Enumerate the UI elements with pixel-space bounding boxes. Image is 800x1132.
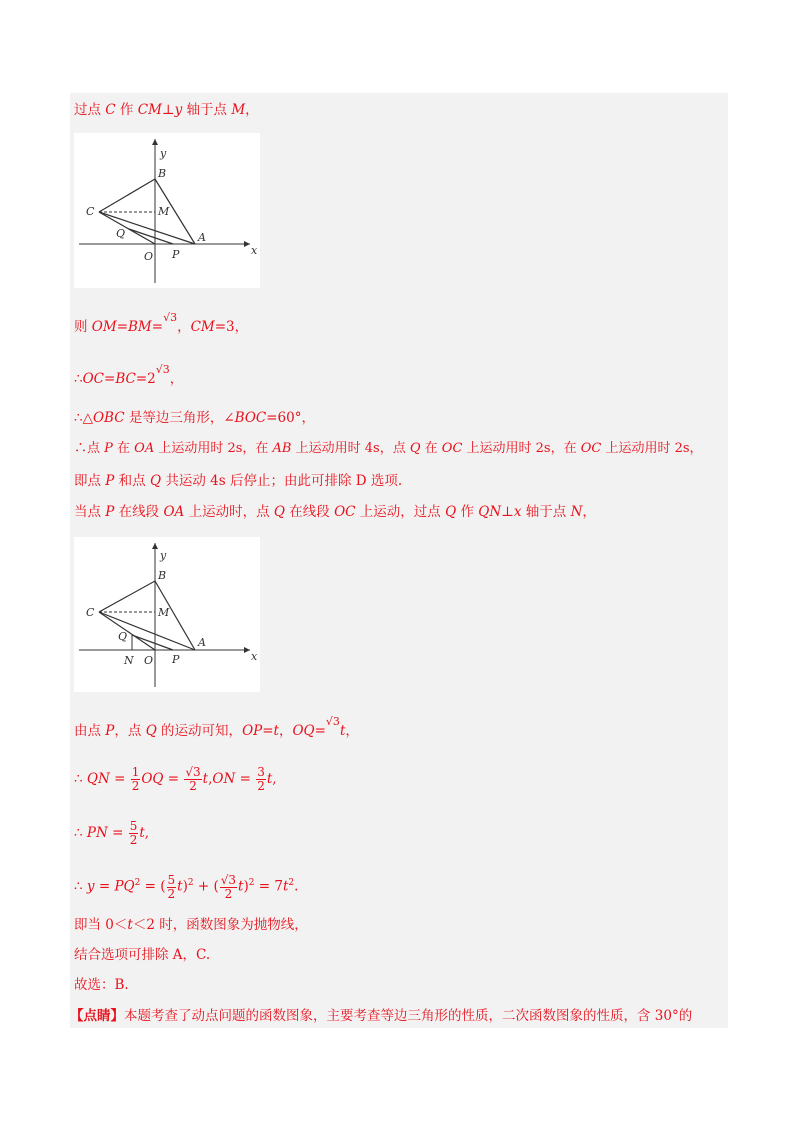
var: OC bbox=[82, 371, 104, 387]
symbol: ⊥ bbox=[161, 102, 175, 118]
label-o: O bbox=[144, 654, 154, 667]
label-n: N bbox=[124, 654, 134, 667]
var: OM bbox=[91, 319, 117, 335]
var: Q bbox=[149, 473, 162, 489]
line-parabola bbox=[74, 916, 308, 934]
text: 由点 bbox=[74, 723, 106, 739]
label-x: x bbox=[251, 244, 258, 257]
fraction bbox=[184, 766, 201, 793]
var: y bbox=[86, 878, 95, 895]
text: = 7 bbox=[254, 878, 283, 895]
text: 在 bbox=[420, 441, 442, 456]
comment-tag: 【点睛】 bbox=[70, 1008, 124, 1024]
numerator: 3 bbox=[257, 765, 265, 779]
numerator: 1 bbox=[131, 765, 140, 779]
var: t bbox=[273, 723, 279, 739]
label-c: C bbox=[86, 205, 95, 218]
text: , bbox=[144, 825, 150, 841]
therefore-symbol: ∴ bbox=[74, 771, 87, 787]
text: 当点 bbox=[74, 504, 106, 520]
text: , bbox=[208, 771, 213, 787]
text: 作 bbox=[456, 504, 479, 520]
label-q: Q bbox=[116, 227, 126, 240]
text: 上运动用时 2s，在 bbox=[462, 441, 581, 456]
therefore-symbol: ∴ bbox=[74, 825, 87, 841]
text: 和点 bbox=[114, 473, 150, 489]
line-answer bbox=[74, 976, 129, 994]
text: 即点 bbox=[74, 473, 106, 489]
line-oc-bc bbox=[74, 363, 184, 389]
text: ∴点 bbox=[74, 441, 105, 456]
var: BM bbox=[128, 319, 152, 335]
text: 轴于点 bbox=[521, 504, 571, 520]
formula-pn bbox=[74, 818, 149, 848]
y-axis-arrow-icon bbox=[152, 139, 158, 145]
label-p: P bbox=[172, 653, 180, 666]
var: N bbox=[570, 504, 583, 520]
therefore-symbol: ∴ bbox=[74, 878, 87, 895]
numerator: 5 bbox=[167, 872, 176, 887]
text: =3， bbox=[214, 319, 249, 335]
text: ∴△ bbox=[74, 410, 93, 426]
fraction bbox=[129, 820, 139, 847]
var: OA bbox=[163, 504, 185, 520]
var: t bbox=[202, 771, 209, 787]
text: 结合选项可排除 A，C. bbox=[74, 947, 211, 963]
exponent: 2 bbox=[134, 878, 141, 888]
denominator: 2 bbox=[224, 886, 233, 901]
line-exclude-ac bbox=[74, 946, 210, 964]
var: x bbox=[513, 504, 522, 520]
numerator: √3 bbox=[185, 765, 201, 779]
line-qn-perpendicular bbox=[74, 503, 596, 521]
text: ， bbox=[245, 102, 259, 118]
var: P bbox=[104, 441, 113, 456]
var: y bbox=[174, 102, 183, 118]
x-axis-arrow-icon bbox=[244, 647, 250, 653]
text: ＜2 时，函数图象为抛物线， bbox=[132, 917, 308, 933]
var: C bbox=[105, 102, 116, 118]
text: 上运动时，点 bbox=[184, 504, 274, 520]
label-y: y bbox=[160, 549, 167, 562]
fraction bbox=[256, 766, 266, 793]
var: ON bbox=[212, 771, 236, 787]
denominator: 2 bbox=[189, 779, 197, 793]
var: t bbox=[266, 771, 273, 787]
var: P bbox=[105, 504, 115, 520]
var: Q bbox=[409, 441, 421, 456]
var: PN bbox=[86, 825, 108, 841]
label-p: P bbox=[172, 248, 180, 261]
fraction bbox=[220, 874, 237, 901]
therefore-symbol: ∴ bbox=[74, 371, 83, 387]
label-y: y bbox=[160, 147, 167, 160]
segment-cb bbox=[99, 179, 155, 212]
sqrt-three: √3 bbox=[155, 363, 170, 376]
sqrt-three: √3 bbox=[325, 715, 340, 728]
text: = bbox=[235, 771, 256, 787]
label-q: Q bbox=[118, 630, 128, 643]
text: ， bbox=[278, 723, 293, 739]
line-op-oq bbox=[74, 715, 359, 741]
var: QN bbox=[478, 504, 502, 520]
text: 在线段 bbox=[284, 504, 335, 520]
text: = bbox=[314, 723, 326, 739]
var: OQ bbox=[292, 723, 315, 739]
var: t bbox=[282, 878, 289, 895]
text: 轴于点 bbox=[182, 102, 232, 118]
var: OC bbox=[441, 441, 463, 456]
text: 过点 bbox=[74, 102, 106, 118]
text: = bbox=[109, 771, 130, 787]
var: Q bbox=[273, 504, 285, 520]
numerator: 5 bbox=[129, 819, 138, 833]
symbol: ⊥ bbox=[501, 504, 514, 520]
text: . bbox=[294, 878, 299, 895]
exponent: 2 bbox=[288, 878, 295, 888]
var: QN bbox=[86, 771, 110, 787]
text: 共运动 4s 后停止；由此可排除 D 选项. bbox=[161, 473, 403, 489]
text: =2 bbox=[135, 371, 156, 387]
line-equilateral bbox=[74, 409, 315, 427]
var: t bbox=[139, 825, 145, 841]
var: P bbox=[105, 723, 115, 739]
text: ， bbox=[345, 723, 359, 739]
var: BC bbox=[115, 371, 136, 387]
text: , bbox=[272, 771, 277, 787]
sqrt-three: √3 bbox=[163, 311, 178, 324]
var: t bbox=[339, 723, 346, 739]
text: ) bbox=[182, 878, 188, 895]
var: M bbox=[231, 102, 246, 118]
text: 本题考查了动点问题的函数图象，主要考查等边三角形的性质，二次函数图象的性质，含 30°的 bbox=[124, 1008, 693, 1024]
text: = bbox=[262, 723, 274, 739]
figure-2 bbox=[74, 537, 260, 692]
text: ， bbox=[582, 504, 596, 520]
denominator: 2 bbox=[131, 779, 140, 793]
denominator: 2 bbox=[257, 779, 265, 793]
line-comment bbox=[70, 1007, 692, 1025]
var: BOC bbox=[234, 410, 267, 426]
text: = ( bbox=[140, 878, 166, 895]
numerator: √3 bbox=[220, 872, 237, 887]
text: = bbox=[107, 825, 128, 841]
geometry-diagram-2 bbox=[74, 537, 260, 692]
text: 是等边三角形，∠ bbox=[124, 410, 235, 426]
text: 故选：B. bbox=[74, 977, 129, 993]
var: PQ bbox=[114, 878, 135, 895]
exponent: 2 bbox=[187, 878, 194, 888]
fraction bbox=[167, 874, 177, 901]
var: OA bbox=[134, 441, 155, 456]
var: OP bbox=[242, 723, 263, 739]
label-m: M bbox=[158, 606, 170, 619]
text: 作 bbox=[115, 102, 138, 118]
var: OQ bbox=[141, 771, 164, 787]
x-axis-arrow-icon bbox=[244, 241, 250, 247]
text: + ( bbox=[193, 878, 219, 895]
text: ， bbox=[169, 371, 184, 387]
var: AB bbox=[272, 441, 292, 456]
label-o: O bbox=[144, 250, 154, 263]
text: ，点 bbox=[114, 723, 146, 739]
exponent: 2 bbox=[248, 878, 255, 888]
line-om-bm bbox=[74, 311, 249, 337]
var: CM bbox=[137, 102, 162, 118]
text: = bbox=[163, 771, 184, 787]
geometry-diagram-1 bbox=[74, 133, 260, 288]
text: 上运动用时 4s，点 bbox=[291, 441, 410, 456]
var: Q bbox=[145, 723, 157, 739]
formula-y bbox=[74, 868, 298, 902]
line-stop-exclude-d bbox=[74, 472, 402, 490]
text: = bbox=[104, 371, 116, 387]
var: t bbox=[127, 917, 133, 933]
label-m: M bbox=[158, 205, 170, 218]
text: 上运动用时 2s，在 bbox=[154, 441, 273, 456]
text: = bbox=[151, 319, 164, 335]
text: ) bbox=[243, 878, 249, 895]
text: 即当 0＜ bbox=[74, 917, 128, 933]
var: Q bbox=[445, 504, 457, 520]
text: 在线段 bbox=[114, 504, 164, 520]
text: 上运动，过点 bbox=[355, 504, 446, 520]
text: 在 bbox=[112, 441, 135, 456]
denominator: 2 bbox=[129, 833, 138, 847]
text: 则 bbox=[74, 319, 92, 335]
var: t bbox=[238, 878, 244, 895]
text: 的运动可知， bbox=[156, 723, 243, 739]
segment-cb bbox=[99, 581, 155, 612]
var: OBC bbox=[92, 410, 125, 426]
label-c: C bbox=[86, 606, 95, 619]
var: t bbox=[177, 878, 183, 895]
var: OC bbox=[334, 504, 356, 520]
y-axis-arrow-icon bbox=[152, 543, 158, 549]
text: = bbox=[116, 319, 128, 335]
text: =60°， bbox=[266, 410, 315, 426]
line-perpendicular-cm bbox=[74, 101, 259, 119]
label-x: x bbox=[251, 650, 258, 663]
fraction bbox=[131, 766, 141, 793]
denominator: 2 bbox=[167, 886, 176, 901]
text: 上运动用时 2s， bbox=[601, 441, 703, 456]
text: = bbox=[94, 878, 115, 895]
var: P bbox=[105, 473, 115, 489]
label-b: B bbox=[158, 167, 167, 180]
text: ， bbox=[177, 319, 191, 335]
var: OC bbox=[580, 441, 602, 456]
formula-qn-on bbox=[74, 764, 277, 794]
line-motion-times bbox=[74, 440, 703, 458]
label-b: B bbox=[158, 569, 167, 582]
label-a: A bbox=[198, 636, 206, 649]
var: CM bbox=[190, 319, 215, 335]
figure-1 bbox=[74, 133, 260, 288]
label-a: A bbox=[198, 231, 206, 244]
